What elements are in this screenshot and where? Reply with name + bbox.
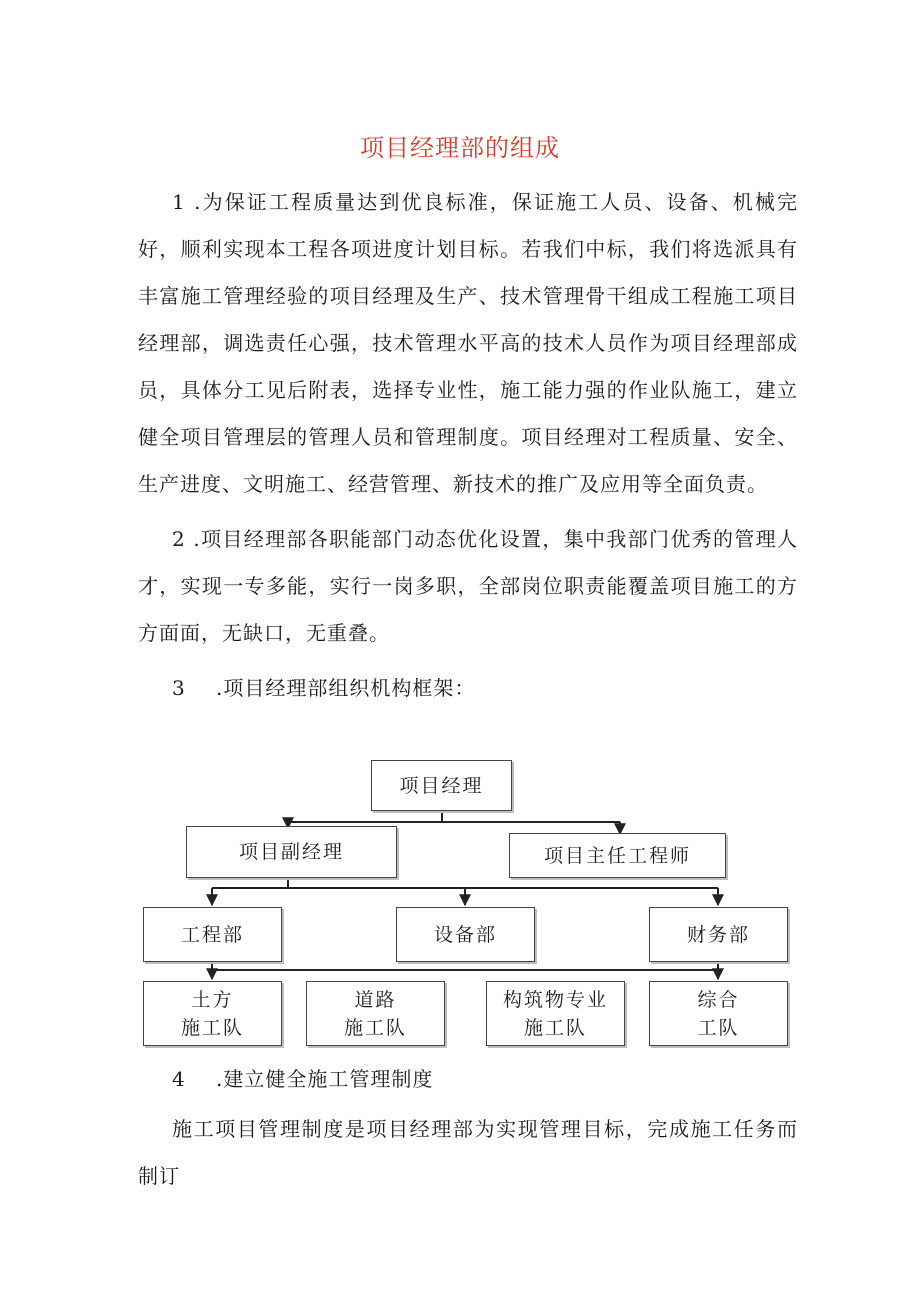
team-earthwork-line2: 施工队 <box>180 1016 244 1039</box>
section-3-number: 3 <box>172 676 186 700</box>
team-earthwork-line1: 土方 <box>191 988 234 1011</box>
team-structure-line2: 施工队 <box>523 1016 587 1039</box>
org-box-equipment <box>396 907 535 962</box>
paragraph-2: 2 .项目经理部各职能部门动态优化设置，集中我部门优秀的管理人才，实现一专多能，实行一岗多职，全部岗位职责能覆盖项目施工的方方面面，无缺口，无重叠。 <box>138 527 798 645</box>
org-manager-label: 项目经理 <box>399 774 484 797</box>
team-road-line1: 道路 <box>354 988 397 1011</box>
org-box-manager <box>371 760 512 811</box>
team-general-line1: 综合 <box>697 988 740 1011</box>
section-3-text: .项目经理部组织机构框架： <box>216 676 476 700</box>
section-3-heading <box>172 665 475 712</box>
paragraph-5: 施工项目管理制度是项目经理部为实现管理目标，完成施工任务而制订 <box>138 1117 798 1188</box>
page-title: 项目经理部的组成 <box>360 134 560 162</box>
org-box-deputy <box>186 826 397 878</box>
org-box-team-general <box>649 981 788 1046</box>
org-finance-label: 财务部 <box>686 923 750 946</box>
team-structure-line1: 构筑物专业 <box>502 988 608 1011</box>
org-box-engineering <box>143 907 282 962</box>
org-box-team-earthwork <box>143 981 282 1046</box>
paragraph-1: 1 .为保证工程质量达到优良标准，保证施工人员、设备、机械完好，顺利实现本工程各项进度计划目标。若我们中标，我们将选派具有丰富施工管理经验的项目经理及生产、技术管理骨干组成工程施工项目经理部，调选责任心强，技术管理水平高的技术人员作为项目经理部成员，具体分工见后附表，选择专业性，施工能力强的作业队施工，建立健全项目管理层的管理人员和管理制度。项目经理对工程质量、安全、生产进度、文明施工、经营管理、新技术的推广及应用等全面负责。 <box>138 190 798 496</box>
org-chief-engineer-label: 项目主任工程师 <box>543 844 691 867</box>
org-box-finance <box>649 907 788 962</box>
section-4-heading <box>172 1056 433 1103</box>
section-4-text: .建立健全施工管理制度 <box>216 1067 434 1091</box>
org-equipment-label: 设备部 <box>433 923 497 946</box>
org-box-team-road <box>306 981 445 1046</box>
team-general-line2: 工队 <box>697 1016 740 1039</box>
org-box-chief-engineer <box>509 833 726 878</box>
org-engineering-label: 工程部 <box>180 923 244 946</box>
section-4-number: 4 <box>172 1067 186 1091</box>
org-box-team-structure <box>486 981 625 1046</box>
team-road-line2: 施工队 <box>343 1016 407 1039</box>
org-deputy-label: 项目副经理 <box>238 841 344 863</box>
